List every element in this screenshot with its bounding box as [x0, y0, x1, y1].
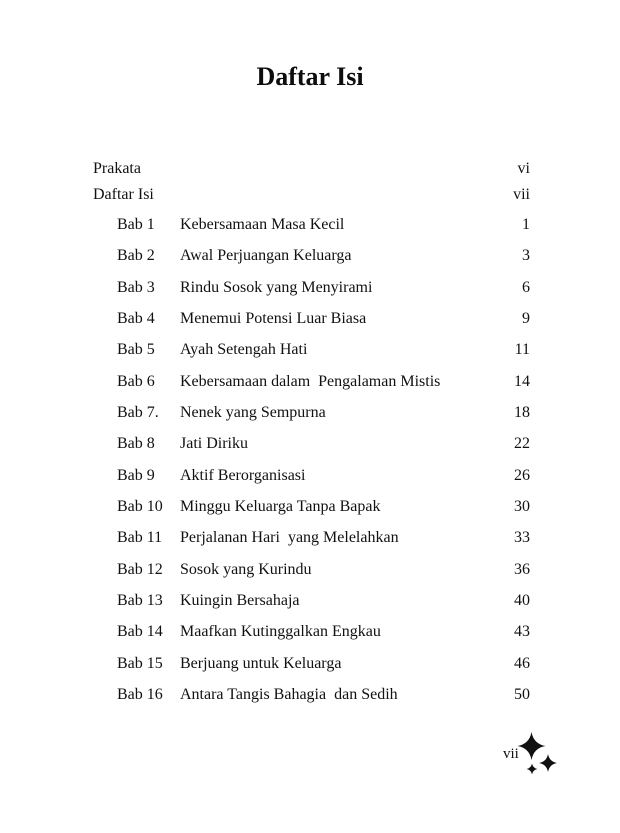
chapter-title: Aktif Berorganisasi [180, 466, 306, 484]
toc-chapter-row [93, 371, 530, 402]
chapter-title: Awal Perjuangan Keluarga [180, 247, 352, 265]
toc-chapter-row [93, 433, 530, 464]
chapter-number-label: Bab 10 [117, 498, 163, 516]
chapter-page-number: 22 [514, 435, 530, 453]
chapter-number-label: Bab 8 [117, 435, 155, 453]
chapter-title: Maafkan Kutinggalkan Engkau [180, 623, 381, 641]
chapter-number-label: Bab 3 [117, 278, 155, 296]
toc-chapter-row [93, 277, 530, 308]
toc-list [93, 159, 530, 716]
chapter-number-label: Bab 12 [117, 560, 163, 578]
toc-chapter-row [93, 402, 530, 433]
toc-entry-label: Prakata [93, 160, 141, 177]
chapter-title: Menemui Potensi Luar Biasa [180, 310, 367, 328]
chapter-number-label: Bab 2 [117, 247, 155, 265]
chapter-title: Antara Tangis Bahagia dan Sedih [180, 686, 398, 704]
chapter-page-number: 6 [522, 278, 530, 296]
chapter-page-number: 11 [514, 341, 530, 359]
toc-chapter-row [93, 245, 530, 276]
chapter-page-number: 43 [514, 623, 530, 641]
toc-entry-page-number: vii [513, 186, 530, 203]
toc-chapter-row [93, 559, 530, 590]
chapter-number-label: Bab 5 [117, 341, 155, 359]
chapter-number-label: Bab 11 [117, 529, 163, 547]
chapter-title: Berjuang untuk Keluarga [180, 654, 342, 672]
chapter-number-label: Bab 4 [117, 310, 155, 328]
chapter-page-number: 40 [514, 592, 530, 610]
footer-page-number: vii [503, 746, 519, 762]
toc-chapter-row [93, 590, 530, 621]
front-matter-list [93, 159, 530, 211]
chapter-title: Rindu Sosok yang Menyirami [180, 278, 373, 296]
chapter-number-label: Bab 15 [117, 654, 163, 672]
chapter-list [93, 214, 530, 716]
toc-chapter-row [93, 339, 530, 370]
toc-chapter-row [93, 214, 530, 245]
toc-front-row [93, 159, 530, 185]
sparkles-icon [516, 731, 558, 778]
toc-chapter-row [93, 465, 530, 496]
chapter-number-label: Bab 6 [117, 372, 155, 390]
page-title: Daftar Isi [256, 62, 364, 91]
chapter-page-number: 3 [522, 247, 530, 265]
chapter-page-number: 46 [514, 654, 530, 672]
chapter-page-number: 14 [514, 372, 530, 390]
chapter-title: Jati Diriku [180, 435, 248, 453]
chapter-page-number: 26 [514, 466, 530, 484]
chapter-page-number: 18 [514, 404, 530, 422]
chapter-number-label: Bab 1 [117, 216, 155, 233]
chapter-number-label: Bab 13 [117, 592, 163, 610]
chapter-number-label: Bab 9 [117, 466, 155, 484]
chapter-number-label: Bab 14 [117, 623, 163, 641]
chapter-page-number: 9 [522, 310, 530, 328]
chapter-title: Ayah Setengah Hati [180, 341, 308, 359]
chapter-title: Sosok yang Kurindu [180, 560, 312, 578]
chapter-title: Kebersamaan dalam Pengalaman Mistis [180, 372, 441, 390]
chapter-title: Kuingin Bersahaja [180, 592, 300, 610]
toc-entry-label: Daftar Isi [93, 186, 154, 203]
chapter-title: Minggu Keluarga Tanpa Bapak [180, 498, 381, 516]
toc-chapter-row [93, 527, 530, 558]
chapter-page-number: 30 [514, 498, 530, 516]
chapter-page-number: 1 [522, 216, 530, 233]
chapter-title: Perjalanan Hari yang Melelahkan [180, 529, 399, 547]
chapter-page-number: 36 [514, 560, 530, 578]
toc-chapter-row [93, 496, 530, 527]
toc-chapter-row [93, 621, 530, 652]
chapter-number-label: Bab 16 [117, 686, 163, 704]
toc-front-row [93, 185, 530, 211]
chapter-title: Nenek yang Sempurna [180, 404, 326, 422]
toc-chapter-row [93, 653, 530, 684]
chapter-page-number: 50 [514, 686, 530, 704]
toc-entry-page-number: vi [517, 160, 530, 177]
chapter-page-number: 33 [514, 529, 530, 547]
toc-chapter-row [93, 308, 530, 339]
chapter-number-label: Bab 7. [117, 404, 159, 422]
chapter-title: Kebersamaan Masa Kecil [180, 216, 345, 233]
toc-chapter-row [93, 684, 530, 715]
